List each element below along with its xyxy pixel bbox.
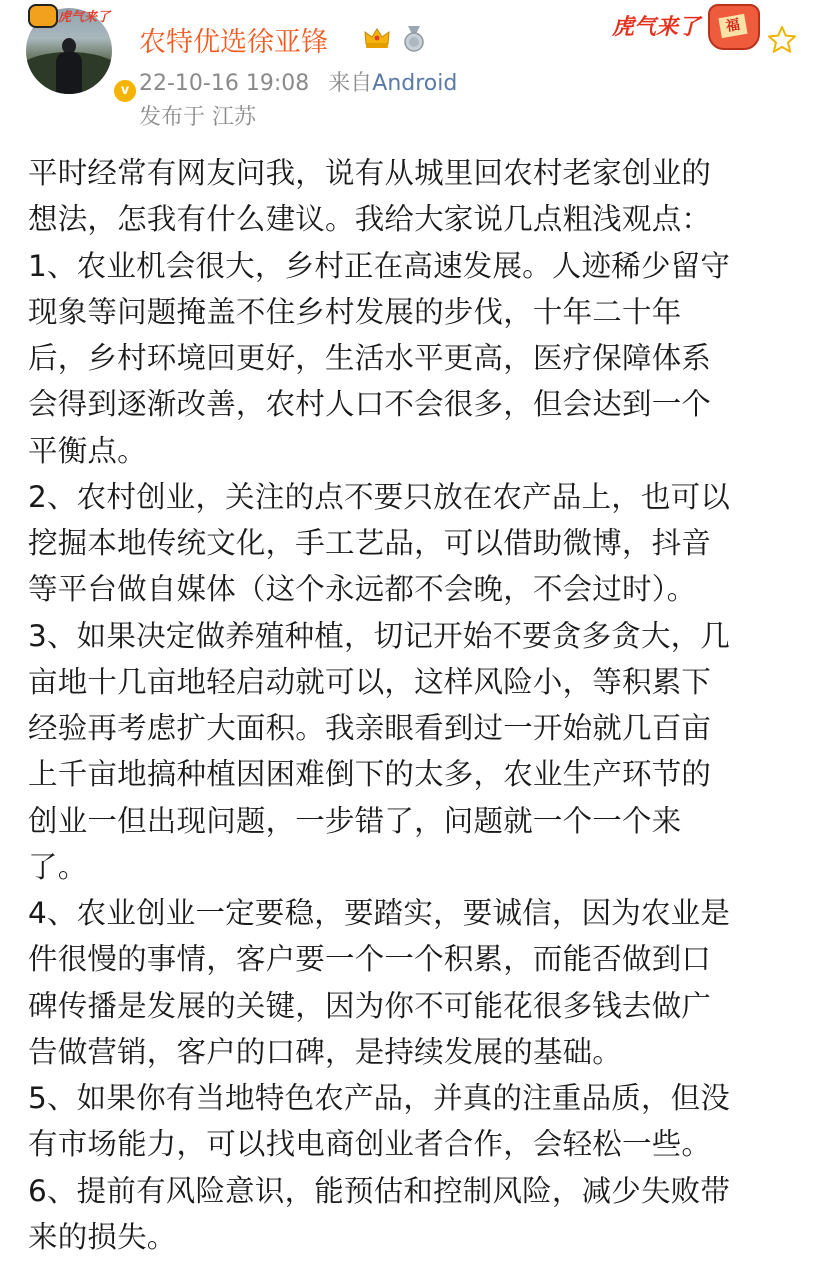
content-line: 6、提前有风险意识，能预估和控制风险，减少失败带 (28, 1173, 731, 1208)
author-badges (363, 24, 426, 52)
content-line: 亩地十几亩地轻启动就可以，这样风险小，等积累下 (28, 664, 712, 699)
tiger-icon (28, 4, 58, 28)
lucky-bag-icon (708, 4, 760, 50)
medal-icon[interactable] (402, 24, 426, 52)
content-line: 现象等问题掩盖不住乡村发展的步伐，十年二十年 (28, 294, 682, 329)
lucky-bag-char: 福 (718, 14, 747, 38)
avatar[interactable] (26, 8, 130, 98)
content-line: 创业一但出现问题，一步错了，问题就一个一个来 (28, 803, 682, 838)
content-line: 2、农村创业，关注的点不要只放在农产品上，也可以 (28, 479, 731, 514)
header-sticker-text: 虎气来了 (612, 15, 701, 40)
avatar-sticker-text: 虎气来了 (58, 10, 111, 25)
content-line: 5、如果你有当地特色农产品，并真的注重品质，但没 (28, 1081, 731, 1115)
crown-icon[interactable] (363, 26, 391, 50)
content-line: 来的损失。 (28, 1219, 177, 1254)
content-line: 等平台做自媒体（这个永远都不会晚，不会过时）。 (28, 572, 697, 607)
post-content (28, 150, 808, 1260)
tiger-luck-sticker (612, 4, 782, 50)
favorite-star-icon[interactable] (766, 24, 798, 56)
content-line: 1、农业机会很大，乡村正在高速发展。人迹稀少留守 (28, 248, 731, 283)
content-line: 平衡点。 (28, 433, 147, 468)
content-line: 件很慢的事情，客户要一个一个积累，而能否做到口 (28, 942, 712, 977)
verified-badge-icon: v (112, 78, 138, 104)
content-line: 经验再考虑扩大面积。我亲眼看到过一开始就几百亩 (28, 711, 712, 745)
content-line: 有市场能力，可以找电商创业者合作，会轻松一些。 (28, 1127, 712, 1162)
post-date-time: 22-10-16 19:08 (139, 71, 310, 96)
avatar-tiger-sticker (28, 4, 111, 28)
content-line: 告做营销，客户的口碑，是持续发展的基础。 (28, 1034, 623, 1069)
content-line: 上千亩地搞种植因困难倒下的太多，农业生产环节的 (28, 757, 712, 792)
post-meta (139, 66, 457, 97)
content-line: 会得到逐渐改善，农村人口不会很多，但会达到一个 (28, 387, 712, 422)
content-line: 挖掘本地传统文化，手工艺品，可以借助微博，抖音 (28, 526, 712, 560)
author-name[interactable]: 农特优选徐亚锋 (139, 27, 328, 58)
source-link[interactable]: Android (372, 71, 458, 96)
content-line: 想法，怎我有什么建议。我给大家说几点粗浅观点： (28, 202, 712, 237)
content-line: 4、农业创业一定要稳，要踏实，要诚信，因为农业是 (28, 896, 731, 930)
content-line: 后，乡村环境回更好，生活水平更高，医疗保障体系 (28, 341, 712, 375)
content-line: 平时经常有网友问我，说有从城里回农村老家创业的 (28, 156, 712, 190)
content-line: 碑传播是发展的关键，因为你不可能花很多钱去做广 (28, 988, 712, 1023)
content-line: 了。 (28, 849, 88, 884)
post-header (0, 0, 828, 140)
content-line: 3、如果决定做养殖种植，切记开始不要贪多贪大，几 (28, 618, 731, 653)
source-prefix: 来自 (328, 71, 373, 96)
post-location: 发布于 江苏 (139, 105, 256, 130)
